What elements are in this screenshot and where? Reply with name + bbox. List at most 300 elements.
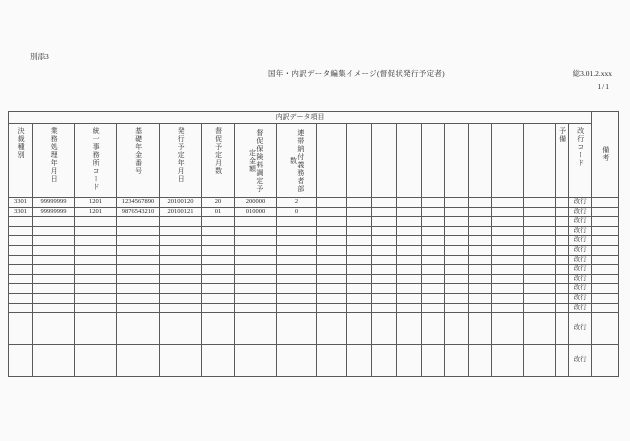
remarks-cell xyxy=(592,313,619,345)
empty-cell xyxy=(347,345,372,377)
data-cell xyxy=(9,245,33,255)
reserve-cell xyxy=(556,274,569,284)
data-cell xyxy=(202,255,235,265)
data-cell xyxy=(160,226,202,236)
data-cell xyxy=(9,293,33,303)
data-cell xyxy=(235,236,277,246)
data-cell: 200000 xyxy=(235,198,277,208)
data-cell xyxy=(160,284,202,294)
table-row xyxy=(9,226,619,236)
empty-cell xyxy=(317,198,347,208)
empty-cell xyxy=(445,345,469,377)
empty-cell xyxy=(397,265,422,275)
data-cell xyxy=(33,284,75,294)
reserve-cell xyxy=(556,265,569,275)
data-cell xyxy=(117,313,160,345)
empty-column-header xyxy=(317,124,347,198)
table-row xyxy=(9,293,619,303)
empty-cell xyxy=(469,255,492,265)
empty-cell xyxy=(397,226,422,236)
data-cell xyxy=(235,265,277,275)
empty-cell xyxy=(445,236,469,246)
empty-cell xyxy=(422,245,445,255)
data-cell xyxy=(75,284,117,294)
empty-cell xyxy=(524,217,556,227)
empty-column-header xyxy=(524,124,556,198)
data-cell xyxy=(202,303,235,313)
empty-cell xyxy=(347,198,372,208)
column-header-label: 発行予定年月日 xyxy=(177,127,186,183)
data-cell xyxy=(33,313,75,345)
empty-cell xyxy=(317,207,347,217)
data-cell xyxy=(33,217,75,227)
newline-code-cell: 改行 xyxy=(569,245,592,255)
data-cell xyxy=(277,345,317,377)
remarks-cell xyxy=(592,274,619,284)
reserve-cell xyxy=(556,226,569,236)
data-cell xyxy=(33,265,75,275)
data-cell: 2 xyxy=(277,198,317,208)
data-cell xyxy=(160,217,202,227)
empty-column-header xyxy=(492,124,524,198)
newline-code-column-header xyxy=(569,124,592,198)
data-cell xyxy=(235,226,277,236)
reserve-cell xyxy=(556,284,569,294)
data-cell xyxy=(9,265,33,275)
data-cell: 01 xyxy=(202,207,235,217)
data-cell xyxy=(277,313,317,345)
data-cell xyxy=(277,293,317,303)
table-row xyxy=(9,198,619,208)
data-cell xyxy=(9,255,33,265)
newline-code-cell: 改行 xyxy=(569,265,592,275)
data-cell xyxy=(235,293,277,303)
table-row xyxy=(9,274,619,284)
empty-cell xyxy=(524,226,556,236)
attachment-label: 別添3 xyxy=(30,52,49,61)
data-cell xyxy=(117,226,160,236)
empty-cell xyxy=(317,345,347,377)
empty-cell xyxy=(317,303,347,313)
column-header-premium-amount xyxy=(235,124,277,198)
empty-cell xyxy=(397,217,422,227)
empty-cell xyxy=(492,245,524,255)
data-cell xyxy=(160,255,202,265)
empty-cell xyxy=(317,217,347,227)
empty-cell xyxy=(347,303,372,313)
data-cell xyxy=(117,217,160,227)
newline-code-cell: 改行 xyxy=(569,303,592,313)
empty-cell xyxy=(347,284,372,294)
reserve-cell xyxy=(556,217,569,227)
empty-cell xyxy=(422,293,445,303)
empty-cell xyxy=(397,274,422,284)
empty-cell xyxy=(469,303,492,313)
reserve-cell xyxy=(556,345,569,377)
empty-cell xyxy=(347,313,372,345)
data-cell xyxy=(202,265,235,275)
empty-cell xyxy=(397,313,422,345)
remarks-cell xyxy=(592,293,619,303)
data-cell xyxy=(33,274,75,284)
reserve-cell xyxy=(556,293,569,303)
column-header-label: 連帯納付義務者部数 xyxy=(289,129,305,193)
table-row xyxy=(9,236,619,246)
empty-cell xyxy=(317,265,347,275)
empty-cell xyxy=(524,303,556,313)
empty-cell xyxy=(492,303,524,313)
newline-code-cell: 改行 xyxy=(569,198,592,208)
empty-cell xyxy=(397,207,422,217)
empty-cell xyxy=(524,293,556,303)
empty-cell xyxy=(372,274,397,284)
reserve-column-header xyxy=(556,124,569,198)
empty-cell xyxy=(422,217,445,227)
empty-cell xyxy=(492,345,524,377)
empty-column-header xyxy=(397,124,422,198)
data-cell xyxy=(160,236,202,246)
column-header-office-code xyxy=(75,124,117,198)
data-cell xyxy=(277,274,317,284)
empty-cell xyxy=(397,236,422,246)
data-cell xyxy=(235,313,277,345)
data-cell xyxy=(9,313,33,345)
data-cell xyxy=(117,236,160,246)
doc-number: 総3.01.2.xxx xyxy=(572,69,612,78)
data-cell xyxy=(277,284,317,294)
column-header-row xyxy=(9,124,619,198)
empty-cell xyxy=(469,274,492,284)
data-cell xyxy=(235,274,277,284)
data-cell: 1234567890 xyxy=(117,198,160,208)
data-cell: 99999999 xyxy=(33,198,75,208)
data-cell xyxy=(202,226,235,236)
data-cell xyxy=(235,284,277,294)
empty-cell xyxy=(445,245,469,255)
remarks-cell xyxy=(592,226,619,236)
empty-cell xyxy=(492,293,524,303)
data-cell xyxy=(117,293,160,303)
empty-cell xyxy=(422,207,445,217)
data-cell xyxy=(235,255,277,265)
empty-cell xyxy=(469,198,492,208)
data-cell xyxy=(277,265,317,275)
remarks-cell xyxy=(592,207,619,217)
data-cell xyxy=(75,345,117,377)
empty-cell xyxy=(347,217,372,227)
data-cell xyxy=(9,303,33,313)
empty-cell xyxy=(372,293,397,303)
empty-cell xyxy=(524,313,556,345)
data-cell xyxy=(160,274,202,284)
data-cell xyxy=(75,226,117,236)
empty-cell xyxy=(445,293,469,303)
data-cell xyxy=(117,303,160,313)
data-cell xyxy=(202,217,235,227)
empty-cell xyxy=(445,255,469,265)
data-cell: 99999999 xyxy=(33,207,75,217)
empty-cell xyxy=(469,217,492,227)
newline-code-cell: 改行 xyxy=(569,207,592,217)
data-cell xyxy=(75,313,117,345)
empty-cell xyxy=(422,236,445,246)
table-row xyxy=(9,245,619,255)
data-cell xyxy=(9,284,33,294)
empty-cell xyxy=(422,255,445,265)
newline-code-cell: 改行 xyxy=(569,217,592,227)
empty-cell xyxy=(492,207,524,217)
data-cell xyxy=(75,217,117,227)
empty-cell xyxy=(492,274,524,284)
data-cell xyxy=(75,245,117,255)
empty-cell xyxy=(372,245,397,255)
data-cell xyxy=(33,293,75,303)
remarks-header-label: 備考 xyxy=(601,145,610,162)
empty-cell xyxy=(347,293,372,303)
empty-cell xyxy=(445,226,469,236)
empty-cell xyxy=(492,255,524,265)
table-row xyxy=(9,284,619,294)
column-header-label: 統一事務所コード xyxy=(92,127,101,191)
data-cell xyxy=(117,255,160,265)
table-body xyxy=(9,198,619,377)
empty-column-header xyxy=(469,124,492,198)
table-row xyxy=(9,265,619,275)
empty-cell xyxy=(317,293,347,303)
empty-cell xyxy=(492,217,524,227)
page-title: 国年・内訳データ編集イメージ(督促状発行予定者) xyxy=(268,69,445,78)
empty-cell xyxy=(445,207,469,217)
column-header-joint-obligor-count xyxy=(277,124,317,198)
data-cell xyxy=(117,284,160,294)
empty-cell xyxy=(372,255,397,265)
empty-cell xyxy=(397,284,422,294)
column-header-label: 督促保険料調定予定金額 xyxy=(248,129,264,193)
empty-cell xyxy=(524,198,556,208)
data-cell xyxy=(33,255,75,265)
table-row xyxy=(9,345,619,377)
empty-cell xyxy=(445,265,469,275)
empty-cell xyxy=(372,265,397,275)
empty-cell xyxy=(347,245,372,255)
empty-cell xyxy=(317,226,347,236)
empty-cell xyxy=(317,284,347,294)
data-cell xyxy=(277,236,317,246)
remarks-cell xyxy=(592,345,619,377)
empty-cell xyxy=(469,284,492,294)
empty-cell xyxy=(524,274,556,284)
empty-cell xyxy=(372,345,397,377)
data-cell xyxy=(33,236,75,246)
empty-cell xyxy=(397,293,422,303)
empty-cell xyxy=(347,207,372,217)
data-cell xyxy=(277,303,317,313)
empty-cell xyxy=(347,226,372,236)
empty-cell xyxy=(372,313,397,345)
column-header-label: 業務処理年月日 xyxy=(50,127,59,183)
group-header-cell: 内訳データ項目 xyxy=(9,112,592,124)
newline-code-cell: 改行 xyxy=(569,255,592,265)
data-cell xyxy=(75,265,117,275)
reserve-cell xyxy=(556,303,569,313)
remarks-cell xyxy=(592,217,619,227)
data-cell xyxy=(277,245,317,255)
page-indicator: 1/1 xyxy=(597,82,610,91)
empty-cell xyxy=(347,255,372,265)
data-cell xyxy=(235,345,277,377)
empty-cell xyxy=(317,274,347,284)
data-cell: 20100120 xyxy=(160,198,202,208)
newline-code-cell: 改行 xyxy=(569,236,592,246)
table-row xyxy=(9,255,619,265)
empty-cell xyxy=(347,274,372,284)
empty-cell xyxy=(524,245,556,255)
remarks-cell xyxy=(592,265,619,275)
newline-code-cell: 改行 xyxy=(569,313,592,345)
empty-cell xyxy=(469,207,492,217)
empty-column-header xyxy=(422,124,445,198)
breakdown-data-table xyxy=(8,111,619,377)
empty-cell xyxy=(372,217,397,227)
remarks-cell xyxy=(592,236,619,246)
data-cell xyxy=(75,274,117,284)
data-cell xyxy=(160,303,202,313)
empty-column-header xyxy=(347,124,372,198)
data-cell xyxy=(202,313,235,345)
data-cell xyxy=(117,265,160,275)
remarks-cell xyxy=(592,198,619,208)
empty-cell xyxy=(524,207,556,217)
empty-cell xyxy=(492,313,524,345)
empty-cell xyxy=(469,345,492,377)
empty-cell xyxy=(317,245,347,255)
empty-cell xyxy=(397,245,422,255)
empty-cell xyxy=(422,198,445,208)
empty-cell xyxy=(492,284,524,294)
data-cell xyxy=(235,217,277,227)
empty-cell xyxy=(445,217,469,227)
empty-cell xyxy=(397,198,422,208)
newline-code-cell: 改行 xyxy=(569,226,592,236)
newline-code-cell: 改行 xyxy=(569,345,592,377)
data-cell xyxy=(9,274,33,284)
data-cell xyxy=(75,255,117,265)
table-header xyxy=(9,112,619,198)
data-cell: 1201 xyxy=(75,207,117,217)
reserve-header-label: 予備 xyxy=(558,127,567,143)
data-cell xyxy=(160,265,202,275)
table-row xyxy=(9,217,619,227)
remarks-cell xyxy=(592,255,619,265)
empty-cell xyxy=(422,274,445,284)
data-cell xyxy=(277,217,317,227)
data-cell xyxy=(9,226,33,236)
data-cell xyxy=(117,274,160,284)
data-cell: 1201 xyxy=(75,198,117,208)
empty-cell xyxy=(469,226,492,236)
empty-cell xyxy=(397,255,422,265)
data-cell xyxy=(75,293,117,303)
empty-cell xyxy=(397,303,422,313)
empty-cell xyxy=(422,313,445,345)
data-cell xyxy=(235,303,277,313)
data-cell xyxy=(33,245,75,255)
reserve-cell xyxy=(556,236,569,246)
data-cell xyxy=(202,274,235,284)
empty-cell xyxy=(492,236,524,246)
empty-cell xyxy=(469,313,492,345)
empty-cell xyxy=(445,313,469,345)
data-cell: 010000 xyxy=(235,207,277,217)
empty-cell xyxy=(422,226,445,236)
empty-cell xyxy=(492,198,524,208)
empty-column-header xyxy=(372,124,397,198)
empty-cell xyxy=(492,226,524,236)
empty-cell xyxy=(372,303,397,313)
empty-cell xyxy=(524,284,556,294)
data-cell: 3301 xyxy=(9,207,33,217)
empty-cell xyxy=(372,236,397,246)
data-cell xyxy=(117,245,160,255)
data-cell xyxy=(202,284,235,294)
data-cell xyxy=(9,345,33,377)
data-cell: 3301 xyxy=(9,198,33,208)
table-row xyxy=(9,313,619,345)
empty-cell xyxy=(469,236,492,246)
empty-cell xyxy=(347,265,372,275)
data-cell xyxy=(160,313,202,345)
data-cell xyxy=(277,226,317,236)
data-cell xyxy=(160,293,202,303)
column-header-label: 決裁種別 xyxy=(17,127,26,159)
newline-code-cell: 改行 xyxy=(569,274,592,284)
data-cell xyxy=(160,245,202,255)
empty-cell xyxy=(317,313,347,345)
remarks-cell xyxy=(592,245,619,255)
column-header-label: 基礎年金番号 xyxy=(134,127,143,175)
data-cell xyxy=(202,293,235,303)
data-cell xyxy=(33,303,75,313)
empty-cell xyxy=(347,236,372,246)
column-header-basic-pension-number xyxy=(117,124,160,198)
data-cell xyxy=(202,236,235,246)
remarks-cell xyxy=(592,303,619,313)
empty-cell xyxy=(397,345,422,377)
empty-cell xyxy=(422,265,445,275)
reserve-cell xyxy=(556,245,569,255)
empty-cell xyxy=(317,255,347,265)
data-cell xyxy=(117,345,160,377)
empty-cell xyxy=(422,303,445,313)
data-cell xyxy=(33,226,75,236)
empty-cell xyxy=(524,236,556,246)
data-cell xyxy=(9,236,33,246)
empty-cell xyxy=(372,284,397,294)
empty-cell xyxy=(372,198,397,208)
column-header-approval-type xyxy=(9,124,33,198)
data-cell xyxy=(277,255,317,265)
data-cell: 9876543210 xyxy=(117,207,160,217)
remarks-cell xyxy=(592,284,619,294)
empty-cell xyxy=(445,284,469,294)
empty-cell xyxy=(372,207,397,217)
reserve-cell xyxy=(556,207,569,217)
newline-code-cell: 改行 xyxy=(569,284,592,294)
empty-cell xyxy=(317,236,347,246)
reserve-cell xyxy=(556,313,569,345)
table-row xyxy=(9,303,619,313)
reserve-cell xyxy=(556,255,569,265)
